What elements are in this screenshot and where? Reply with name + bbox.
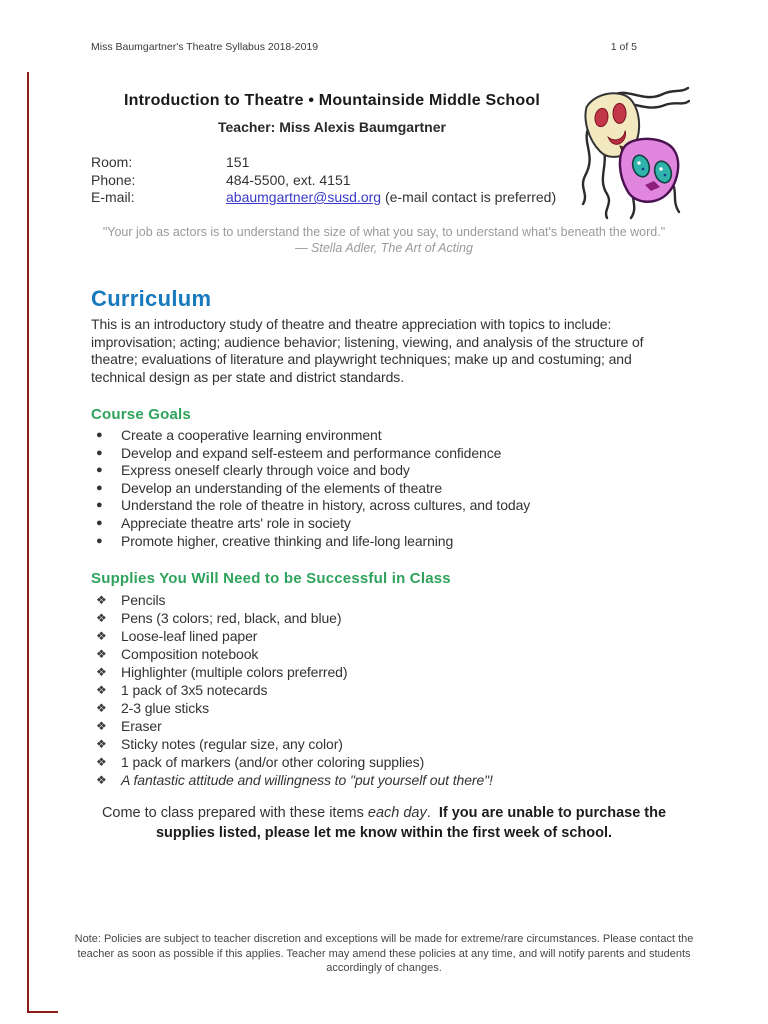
- course-goals-heading: Course Goals: [91, 406, 191, 423]
- quote-attribution: — Stella Adler, The Art of Acting: [295, 240, 473, 255]
- goal-item: ● Understand the role of theatre in history, across cultures, and today: [93, 497, 693, 515]
- footer-policy-note: Note: Policies are subject to teacher discretion and exceptions will be made for extreme/rare circumstances. Please contact the teacher as soon as possible if this applies. Teacher may amend these policies at any time, and will notify parents and students accordingly of changes.: [74, 933, 694, 974]
- diamond-bullet-icon: ❖: [96, 593, 107, 607]
- email-label: E-mail:: [91, 189, 135, 205]
- goal-item: ● Express oneself clearly through voice and body: [93, 462, 693, 480]
- diamond-bullet-icon: ❖: [96, 665, 107, 679]
- email-link[interactable]: abaumgartner@susd.org: [226, 189, 382, 205]
- course-title: Introduction to Theatre • Mountainside Middle School: [124, 92, 540, 109]
- email-suffix: (e-mail contact is preferred): [381, 189, 557, 205]
- circle-bullet-icon: ●: [96, 446, 103, 459]
- curriculum-heading: Curriculum: [91, 286, 212, 311]
- supply-item: ❖ 2-3 glue sticks: [93, 699, 693, 717]
- circle-bullet-icon: ●: [96, 464, 103, 477]
- supplies-heading: Supplies You Will Need to be Successful in Class: [91, 570, 451, 587]
- diamond-bullet-icon: ❖: [96, 737, 107, 751]
- supply-item: ❖ 1 pack of 3x5 notecards: [93, 681, 693, 699]
- curriculum-paragraph: This is an introductory study of theatre and theatre appreciation with topics to include: improvisation; acting; audience behavior; listening, viewing, and analysis of the structure of theatre; evaluations of literature and playwright techniques; make up and costuming; and technical design as per state and district standards.: [91, 316, 644, 385]
- quote-block: [46, 225, 722, 256]
- closing-separator-text: .: [426, 805, 439, 821]
- bottom-border-line: [27, 1011, 58, 1013]
- circle-bullet-icon: ●: [96, 534, 103, 547]
- closing-bold-text: If you are unable to purchase the supplies listed, please let me know within the first week of school.: [155, 805, 671, 841]
- supply-item: ❖ Highlighter (multiple colors preferred): [93, 663, 693, 681]
- circle-bullet-icon: ●: [96, 499, 103, 512]
- title-block: [91, 92, 573, 135]
- page-header: [91, 41, 637, 53]
- circle-bullet-icon: ●: [96, 429, 103, 441]
- tragedy-mask-icon: [620, 139, 678, 202]
- supply-item: ❖ Eraser: [93, 717, 693, 735]
- goal-item: ● Develop an understanding of the elements of theatre: [93, 480, 693, 498]
- diamond-bullet-icon: ❖: [96, 719, 107, 733]
- diamond-bullet-icon: ❖: [96, 701, 107, 715]
- teacher-name: Teacher: Miss Alexis Baumgartner: [218, 119, 446, 135]
- phone-label: Phone:: [91, 171, 136, 188]
- diamond-bullet-icon: ❖: [96, 773, 107, 787]
- supply-item: ❖ Pens (3 colors; red, black, and blue): [93, 609, 693, 627]
- course-goals-list: [93, 427, 693, 550]
- left-border-line: [27, 72, 29, 1013]
- supply-item: ❖ Pencils: [93, 591, 693, 609]
- quote-text: "Your job as actors is to understand the size of what you say, to understand what's beneath the word.": [102, 225, 666, 239]
- circle-bullet-icon: ●: [96, 481, 103, 494]
- closing-italic-text: each day: [367, 805, 427, 821]
- diamond-bullet-icon: ❖: [96, 647, 107, 661]
- diamond-bullet-icon: ❖: [96, 755, 107, 769]
- diamond-bullet-icon: ❖: [96, 683, 107, 697]
- room-row: [91, 154, 556, 172]
- goal-item: ● Promote higher, creative thinking and life-long learning: [93, 533, 693, 551]
- email-value: [226, 189, 556, 207]
- circle-bullet-icon: ●: [96, 516, 103, 529]
- theatre-masks-illustration: [573, 84, 690, 222]
- diamond-bullet-icon: ❖: [96, 611, 107, 625]
- closing-note: [84, 804, 684, 843]
- header-document-title: Miss Baumgartner's Theatre Syllabus 2018-2019: [91, 41, 319, 53]
- goal-item: ● Appreciate theatre arts' role in society: [93, 515, 693, 533]
- phone-row: [91, 172, 556, 190]
- goal-item: ● Create a cooperative learning environment: [93, 427, 693, 445]
- supply-item: ❖ 1 pack of markers (and/or other coloring supplies): [93, 753, 693, 771]
- page-number: 1 of 5: [610, 41, 637, 53]
- room-label: Room:: [91, 154, 133, 170]
- supply-item: ❖ Sticky notes (regular size, any color): [93, 735, 693, 753]
- supply-item-attitude: ❖ A fantastic attitude and willingness to "put yourself out there"!: [93, 771, 693, 789]
- goal-item: ● Develop and expand self-esteem and performance confidence: [93, 445, 693, 463]
- phone-value: 484-5500, ext. 4151: [226, 171, 351, 188]
- supply-item: ❖ Composition notebook: [93, 645, 693, 663]
- supply-item: ❖ Loose-leaf lined paper: [93, 627, 693, 645]
- contact-info: [91, 154, 556, 207]
- email-row: [91, 189, 556, 207]
- diamond-bullet-icon: ❖: [96, 629, 107, 643]
- room-value: 151: [226, 154, 250, 170]
- supplies-list: [93, 591, 693, 789]
- closing-normal-text: Come to class prepared with these items: [101, 805, 368, 821]
